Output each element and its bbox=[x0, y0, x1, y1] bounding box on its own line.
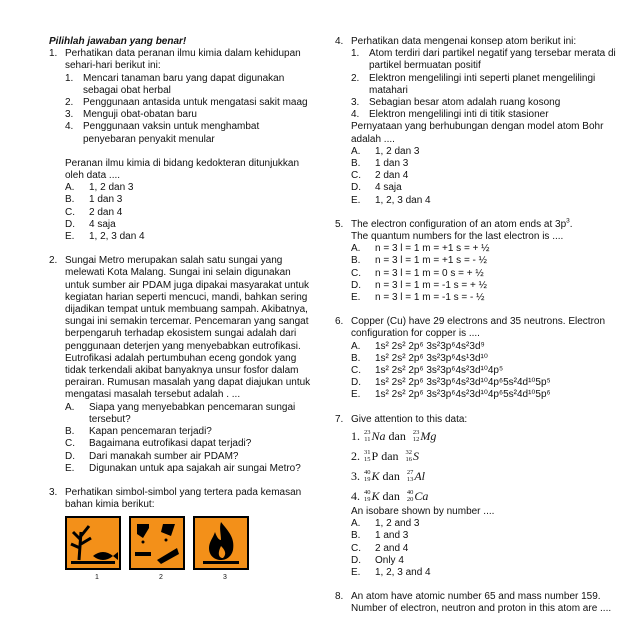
dead-tree-fish-icon bbox=[65, 516, 121, 570]
statement-item: 4. Penggunaan vaksin untuk menghambat penyebaran penyakit menular bbox=[65, 121, 260, 145]
statement-item: 2. Elektron mengelilingi inti seperti planet mengelilingi matahari bbox=[351, 72, 596, 96]
answer-option[interactable]: C. 2 dan 4 bbox=[65, 206, 123, 218]
right-column bbox=[335, 36, 625, 616]
answer-option[interactable]: D. Dari manakah sumber air PDAM? bbox=[65, 450, 239, 462]
answer-option[interactable]: B. n = 3 l = 1 m = +1 s = - ½ bbox=[351, 255, 488, 267]
answer-option[interactable]: E. 1, 2, 3 and 4 bbox=[351, 566, 431, 578]
answer-option[interactable]: E. 1s² 2s² 2p⁶ 3s²3p⁶4s²3d¹⁰4p⁶5s²4d¹⁰5p⁶ bbox=[351, 389, 551, 401]
answer-option[interactable]: A. 1, 2 and 3 bbox=[351, 518, 420, 530]
question-5 bbox=[335, 219, 625, 304]
statement-item: 1. Mencari tanaman baru yang dapat digunakan sebagai obat herbal bbox=[65, 72, 285, 96]
flame-icon bbox=[193, 516, 249, 570]
answer-option[interactable]: C. n = 3 l = 1 m = 0 s = + ½ bbox=[351, 267, 484, 279]
question-6 bbox=[335, 316, 625, 401]
question-prompt: The quantum numbers for the last electron is .... bbox=[351, 231, 564, 243]
question-4 bbox=[335, 36, 625, 207]
answer-option[interactable]: D. n = 3 l = 1 m = -1 s = + ½ bbox=[351, 279, 488, 291]
hazard-symbols bbox=[65, 516, 311, 570]
statement-item: 4. Elektron mengelilingi inti di titik stasioner bbox=[351, 109, 549, 121]
question-number: 6. bbox=[335, 316, 344, 328]
answer-option[interactable]: C. 2 dan 4 bbox=[351, 170, 409, 182]
question-stem: Give attention to this data: bbox=[351, 413, 468, 425]
statement-item: 2. Penggunaan antasida untuk mengatasi sakit maag bbox=[65, 97, 308, 109]
answer-option[interactable]: A. 1, 2 dan 3 bbox=[351, 145, 420, 157]
question-prompt: An isobare shown by number .... bbox=[351, 505, 495, 517]
answer-option[interactable]: A. 1, 2 dan 3 bbox=[65, 182, 134, 194]
question-number: 2. bbox=[49, 255, 58, 267]
answer-option[interactable]: D. 4 saja bbox=[65, 218, 116, 230]
statement-item: 1. Atom terdiri dari partikel negatif yang tersebar merata di partikel bermuatan positif bbox=[351, 48, 616, 72]
question-7 bbox=[335, 414, 625, 579]
answer-option[interactable]: E. 1, 2, 3 dan 4 bbox=[351, 194, 431, 206]
answer-option[interactable]: B. Kapan pencemaran terjadi? bbox=[65, 426, 212, 438]
left-column bbox=[49, 36, 311, 585]
answer-option[interactable]: B. 1s² 2s² 2p⁶ 3s²3p⁶4s¹3d¹⁰ bbox=[351, 352, 488, 364]
question-stem: The electron configuration of an atom ends at $3p^3$. bbox=[351, 217, 573, 230]
answer-option[interactable]: B. 1 dan 3 bbox=[65, 194, 123, 206]
question-prompt: Pernyataan yang berhubungan dengan model atom Bohr adalah .... bbox=[351, 121, 604, 145]
question-number: 8. bbox=[335, 591, 344, 603]
isotope-pair: 1. 23 11 Na dan 23 12 Mg bbox=[351, 428, 437, 443]
answer-option[interactable]: E. Digunakan untuk apa sajakah air sungai Metro? bbox=[65, 462, 301, 474]
question-prompt: Peranan ilmu kimia di bidang kedokteran ditunjukkan oleh data .... bbox=[65, 157, 300, 182]
question-stem: Copper (Cu) have 29 electrons and 35 neutrons. Electron configuration for copper is .... bbox=[351, 316, 606, 340]
answer-option[interactable]: A. Siapa yang menyebabkan pencemaran sungai tersebut? bbox=[65, 401, 296, 425]
symbol-numbers: 1 2 3 bbox=[95, 574, 227, 582]
statement-item: 3. Sebagian besar atom adalah ruang kosong bbox=[351, 97, 561, 109]
answer-option[interactable]: E. 1, 2, 3 dan 4 bbox=[65, 231, 145, 243]
answer-option[interactable]: C. 1s² 2s² 2p⁶ 3s²3p⁶4s²3d¹⁰4p⁵ bbox=[351, 365, 504, 377]
question-number: 3. bbox=[49, 486, 58, 498]
question-number: 7. bbox=[335, 413, 344, 425]
answer-option[interactable]: C. Bagaimana eutrofikasi dapat terjadi? bbox=[65, 438, 252, 450]
answer-option[interactable]: E. n = 3 l = 1 m = -1 s = - ½ bbox=[351, 292, 485, 304]
answer-option[interactable]: D. 1s² 2s² 2p⁶ 3s²3p⁶4s²3d¹⁰4p⁶5s²4d¹⁰5p⁵ bbox=[351, 377, 551, 389]
question-stem: Sungai Metro merupakan salah satu sungai yang melewati Kota Malang. Sungai ini selain digunakan untuk sumber air PDAM juga dipakai masyarakat untuk kegiatan harian seperti mencuci, mandi, bahkan sering dijadikan tempat untuk membuang sampah. Akibatnya, sungai ini semakin tercemar. Pencemaran yang sangat berpengaruh terhadap ekosistem sungai adalah dari penggunaan deterjen yang menyebabkan eutrofikasi. Eutrofikasi adalah pertumbuhan eceng gondok yang tidak terkendali akibat banyaknya unsur fosfor dalam perairan. Rumusan masalah yang dapat diajukan untuk mengatasi masalah tersebut adalah . ... bbox=[65, 255, 311, 401]
question-8 bbox=[335, 591, 625, 615]
question-stem: Perhatikan data peranan ilmu kimia dalam kehidupan sehari-hari berikut ini: bbox=[65, 48, 301, 72]
question-stem: Perhatikan data mengenai konsep atom berikut ini: bbox=[351, 36, 577, 47]
question-3 bbox=[49, 487, 311, 585]
question-2 bbox=[49, 255, 311, 475]
question-stem: An atom have atomic number 65 and mass number 159. Number of electron, neutron and proton in this atom are .... bbox=[351, 591, 612, 615]
question-number: 5. bbox=[335, 218, 344, 230]
answer-option[interactable]: D. Only 4 bbox=[351, 554, 404, 566]
isotope-pair: 2. 31 15 P dan 32 16 S bbox=[351, 448, 420, 463]
answer-option[interactable]: C. 2 and 4 bbox=[351, 542, 409, 554]
answer-option[interactable]: D. 4 saja bbox=[351, 182, 402, 194]
question-stem: Perhatikan simbol-simbol yang tertera pada kemasan bahan kimia berikut: bbox=[65, 486, 302, 511]
question-number: 4. bbox=[335, 36, 344, 47]
statement-item: 3. Menguji obat-obatan baru bbox=[65, 109, 197, 121]
corrosive-hand-icon bbox=[129, 516, 185, 570]
answer-option[interactable]: B. 1 dan 3 bbox=[351, 158, 409, 170]
answer-option[interactable]: A. n = 3 l = 1 m = +1 s = + ½ bbox=[351, 243, 490, 255]
answer-option[interactable]: B. 1 and 3 bbox=[351, 530, 409, 542]
isotope-pair: 3. 40 19 K dan 27 13 Al bbox=[351, 468, 426, 483]
question-number: 1. bbox=[49, 48, 58, 60]
answer-option[interactable]: A. 1s² 2s² 2p⁶ 3s²3p⁶4s²3d⁹ bbox=[351, 340, 485, 352]
question-1 bbox=[49, 48, 311, 243]
isotope-pair: 4. 40 19 K dan 40 20 Ca bbox=[351, 488, 429, 503]
instruction-header: Pilihlah jawaban yang benar! bbox=[49, 36, 187, 47]
